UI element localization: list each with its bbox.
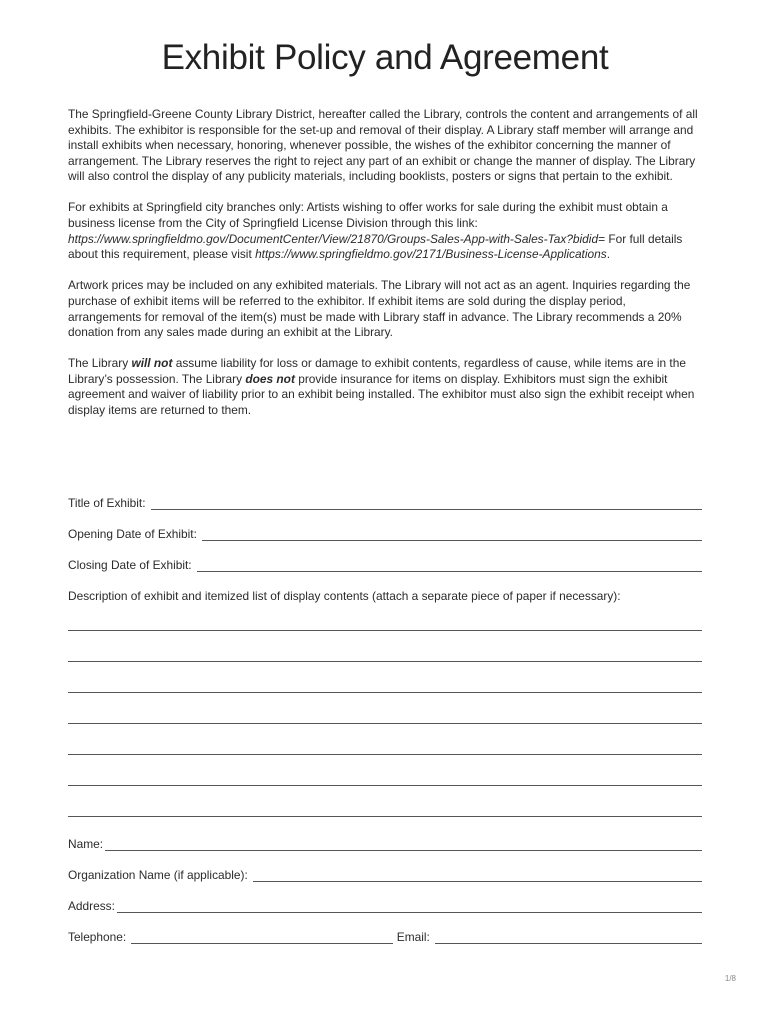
liability-emphasis-will-not: will not [131,356,173,371]
liability-emphasis-does-not: does not [245,371,295,386]
title-of-exhibit-line[interactable] [151,497,702,510]
organization-label: Organization Name (if applicable): [68,868,252,882]
telephone-line[interactable] [131,931,393,944]
license-intro: For exhibits at Springfield city branches only: Artists wishing to offer works for sale during the exhibit must obtain a business license from the City of Springfield License Division through this link: [68,200,668,231]
paragraph-liability [68,356,702,418]
opening-date-field[interactable] [68,525,702,541]
liability-text-2: assume liability for loss or damage to exhibit contents, regardless of cause, while items are in the Library’s possession. The Library [68,356,686,386]
paragraph-business-license [68,200,702,262]
description-line-3[interactable] [68,692,702,693]
license-details: For full details about this requirement, please visit [68,231,683,262]
business-license-link[interactable]: https://www.springfieldmo.gov/2171/Business-License-Applications [255,247,607,262]
description-label: Description of exhibit and itemized list of display contents (attach a separate piece of paper if necessary): [68,589,621,603]
email-line[interactable] [435,931,702,944]
page-title: Exhibit Policy and Agreement [161,38,609,77]
telephone-email-row [68,928,702,944]
address-label: Address: [68,899,115,913]
description-line-1[interactable] [68,630,702,631]
organization-line[interactable] [253,869,702,882]
paragraph-control: The Springfield-Greene County Library District, hereafter called the Library, controls the content and arrangements of all exhibits. The exhibitor is responsible for the set-up and removal of their display. A Library staff member will arrange and install exhibits when necessary, honoring, whenever possible, the wishes of the exhibitor concerning the manner of arrangement. The Library reserves the right to reject any part of an exhibit or change the manner of display. The Library will also control the display of any publicity materials, including booklists, posters or signs that pertain to the exhibit. [68,107,698,184]
address-line[interactable] [117,900,702,913]
page-number: 1/8 [724,974,736,983]
telephone-label: Telephone: [68,930,130,944]
paragraph-artwork-prices: Artwork prices may be included on any exhibited materials. The Library will not act as an agent. Inquiries regarding the purchase of exhibit items will be referred to the exhibitor. If exhibit items are sold during the display period, arrangements for removal of the item(s) must be made with Library staff in advance. The Library recommends a 20% donation from any sales made during an exhibit at the Library. [68,278,691,340]
description-line-7[interactable] [68,816,702,817]
closing-date-field[interactable] [68,556,702,572]
liability-text-1: The Library [68,356,129,371]
title-of-exhibit-field[interactable] [68,494,702,510]
email-label: Email: [393,930,434,944]
organization-field[interactable] [68,866,702,882]
license-link[interactable]: https://www.springfieldmo.gov/DocumentCenter/View/21870/Groups-Sales-App-with-Sales-Tax?bidid= [68,231,605,246]
opening-date-label: Opening Date of Exhibit: [68,527,201,541]
closing-date-label: Closing Date of Exhibit: [68,558,195,572]
name-label: Name: [68,837,104,851]
opening-date-line[interactable] [202,528,702,541]
address-field[interactable] [68,897,702,913]
description-line-2[interactable] [68,661,702,662]
title-of-exhibit-label: Title of Exhibit: [68,496,149,510]
description-line-6[interactable] [68,785,702,786]
description-heading [68,587,702,603]
name-line[interactable] [105,838,702,851]
liability-text-3: provide insurance for items on display. Exhibitors must sign the exhibit agreement and waiver of liability prior to an exhibit being installed. The exhibitor must also sign the exhibit receipt when display items are returned to them. [68,371,695,417]
period: . [606,247,610,262]
description-line-5[interactable] [68,754,702,755]
name-field[interactable] [68,835,702,851]
policy-text [68,107,702,434]
description-line-4[interactable] [68,723,702,724]
closing-date-line[interactable] [197,559,702,572]
